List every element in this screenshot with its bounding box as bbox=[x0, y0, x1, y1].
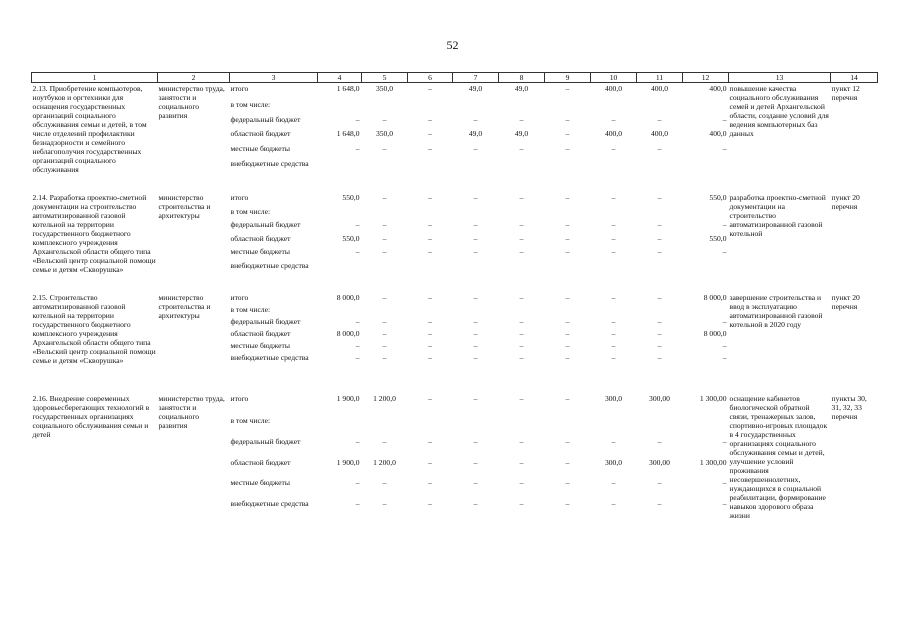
funding-source: в том числе: bbox=[230, 206, 271, 216]
column-number-9: 9 bbox=[545, 73, 591, 83]
funding-value: – bbox=[382, 233, 387, 243]
funding-value bbox=[499, 416, 545, 437]
funding-value: – bbox=[565, 247, 570, 257]
funding-value: – bbox=[722, 144, 727, 154]
funding-source: местные бюджеты bbox=[230, 144, 290, 154]
funding-value: 1 900,0 bbox=[336, 457, 360, 467]
funding-value: – bbox=[611, 247, 616, 257]
funding-value: – bbox=[657, 220, 662, 230]
expected-result: оснащение кабинетов биологической обратной связи, тренажерных залов, спортивно-игровых площадок в 4 государственных организациях социального обслуживания семьи и детей, улучшение условий проживания несовершеннолетних, нуждающихся в социальной реабилитации, формирование навыков здорового образа жизни bbox=[729, 394, 828, 520]
table-row bbox=[32, 83, 878, 100]
section-spacer bbox=[32, 365, 878, 393]
column-number-4: 4 bbox=[318, 73, 362, 83]
funding-source: итого bbox=[230, 84, 249, 93]
funding-value: – bbox=[722, 317, 727, 327]
funding-value: 49,0 bbox=[514, 84, 529, 93]
program-activities-table bbox=[31, 72, 878, 520]
funding-value: – bbox=[611, 341, 616, 351]
funding-value: – bbox=[611, 436, 616, 446]
funding-value: – bbox=[473, 457, 478, 467]
funding-value: – bbox=[519, 436, 524, 446]
list-reference: пункты 30, 31, 32, 33 перечня bbox=[831, 394, 867, 421]
funding-value: – bbox=[657, 329, 662, 339]
funding-value: – bbox=[355, 317, 360, 327]
funding-value: – bbox=[519, 457, 524, 467]
funding-value: – bbox=[519, 478, 524, 488]
funding-value: – bbox=[473, 499, 478, 509]
funding-value: – bbox=[565, 394, 570, 403]
funding-value bbox=[591, 207, 637, 220]
funding-value: – bbox=[428, 247, 432, 257]
funding-value bbox=[318, 159, 362, 174]
responsible-executor: министерство труда, занятости и социального развития bbox=[158, 84, 225, 120]
funding-value: 1 900,0 bbox=[336, 394, 360, 403]
funding-value: 400,0 bbox=[709, 129, 727, 139]
list-reference: пункт 12 перечня bbox=[831, 84, 860, 102]
funding-value: 8 000,0 bbox=[336, 293, 360, 302]
funding-source: федеральный бюджет bbox=[230, 114, 301, 124]
funding-value: 300,0 bbox=[604, 457, 623, 467]
funding-value: – bbox=[355, 114, 360, 124]
funding-value bbox=[362, 207, 408, 220]
funding-value: – bbox=[565, 293, 570, 302]
funding-value: 49,0 bbox=[468, 84, 483, 93]
list-reference: пункт 20 перечня bbox=[831, 193, 860, 211]
funding-value: – bbox=[355, 144, 360, 154]
column-number-13: 13 bbox=[729, 73, 831, 83]
funding-value: – bbox=[565, 329, 570, 339]
activity-name: 2.13. Приобретение компьютеров, ноутбуков и оргтехники для оснащения государственных организаций социального обслуживания семьи и детей, в том числе отделений профилактики безнадзорности и семейного неблагополучия государственных организаций социального обслуживания bbox=[32, 84, 147, 174]
funding-value: – bbox=[722, 353, 727, 363]
table-row bbox=[32, 192, 878, 207]
activity-name: 2.15. Строительство автоматизированной газовой котельной на территории государственного бюджетного комплексного учреждения Архангельской области общего типа «Вельский центр социальной помощи семье и детям «Скворушка» bbox=[32, 293, 156, 365]
funding-value: 1 200,0 bbox=[373, 394, 396, 403]
funding-value: – bbox=[657, 247, 662, 257]
funding-value: – bbox=[565, 341, 570, 351]
funding-value: – bbox=[657, 114, 662, 124]
responsible-executor: министерство строительства и архитектуры bbox=[158, 193, 211, 220]
funding-value bbox=[453, 100, 499, 115]
funding-value bbox=[362, 159, 408, 174]
funding-value: – bbox=[722, 478, 727, 488]
funding-value: – bbox=[382, 114, 387, 124]
funding-value bbox=[591, 100, 637, 115]
funding-value: – bbox=[722, 436, 727, 446]
funding-value: – bbox=[657, 293, 662, 302]
funding-value: – bbox=[611, 144, 616, 154]
funding-value: 1 300,00 bbox=[699, 457, 727, 467]
funding-value bbox=[683, 100, 729, 115]
funding-value bbox=[318, 207, 362, 220]
funding-value: – bbox=[382, 499, 387, 509]
funding-value: 400,0 bbox=[650, 129, 669, 139]
funding-source: внебюджетные средства bbox=[230, 353, 309, 363]
funding-value: 350,0 bbox=[375, 129, 394, 139]
funding-value bbox=[637, 261, 683, 274]
funding-value: – bbox=[611, 220, 616, 230]
funding-value: 400,0 bbox=[650, 84, 669, 93]
funding-value: – bbox=[657, 341, 662, 351]
funding-value: – bbox=[428, 436, 432, 446]
funding-value: – bbox=[473, 329, 478, 339]
funding-value bbox=[499, 261, 545, 274]
funding-value: – bbox=[428, 144, 432, 154]
funding-value: – bbox=[657, 233, 662, 243]
activity-name: 2.14. Разработка проектно-сметной документации на строительство автоматизированной газовой котельной на территории государственного бюджетного комплексного учреждения Архангельской области общего типа «Вельский центр социальной помощи семье и детям «Скворушка» bbox=[32, 193, 156, 274]
funding-value: – bbox=[473, 247, 478, 257]
funding-value: – bbox=[473, 317, 478, 327]
funding-value: 49,0 bbox=[514, 129, 529, 139]
funding-value bbox=[408, 305, 453, 317]
funding-value bbox=[545, 261, 591, 274]
expected-result: повышение качества социального обслуживания семей и детей Архангельской области, создание условий для ведения компьютерных баз данных bbox=[729, 84, 829, 138]
funding-value: – bbox=[473, 144, 478, 154]
funding-value bbox=[591, 261, 637, 274]
funding-value: – bbox=[611, 317, 616, 327]
funding-value: 49,0 bbox=[468, 129, 483, 139]
funding-value: – bbox=[382, 144, 387, 154]
funding-value bbox=[545, 100, 591, 115]
funding-value: – bbox=[722, 499, 727, 509]
funding-value bbox=[545, 416, 591, 437]
funding-value bbox=[637, 416, 683, 437]
funding-source: федеральный бюджет bbox=[230, 436, 301, 446]
funding-value bbox=[453, 159, 499, 174]
funding-value: – bbox=[519, 220, 524, 230]
funding-source: областной бюджет bbox=[230, 329, 291, 339]
funding-value: – bbox=[611, 193, 616, 202]
funding-value: – bbox=[722, 247, 727, 257]
funding-value: – bbox=[565, 84, 570, 93]
funding-value: – bbox=[355, 499, 360, 509]
funding-value: – bbox=[611, 499, 616, 509]
funding-value: – bbox=[722, 220, 727, 230]
funding-value bbox=[637, 305, 683, 317]
funding-value: 400,0 bbox=[604, 84, 623, 93]
funding-value: – bbox=[473, 478, 478, 488]
expected-result: завершение строительства и ввод в эксплуатацию автоматизированной газовой котельной в 2020 году bbox=[729, 293, 823, 329]
funding-value: – bbox=[565, 114, 570, 124]
funding-value bbox=[362, 100, 408, 115]
funding-source: итого bbox=[230, 394, 249, 403]
expected-result: разработка проектно-сметной документации на строительство автоматизированной газовой котельной bbox=[729, 193, 826, 238]
column-number-8: 8 bbox=[499, 73, 545, 83]
funding-value: – bbox=[382, 353, 387, 363]
funding-value: – bbox=[657, 353, 662, 363]
funding-value: – bbox=[565, 317, 570, 327]
column-number-11: 11 bbox=[637, 73, 683, 83]
funding-value bbox=[318, 416, 362, 437]
funding-value bbox=[362, 261, 408, 274]
funding-value: 300,0 bbox=[604, 394, 623, 403]
funding-source: внебюджетные средства bbox=[230, 499, 309, 509]
funding-value bbox=[453, 261, 499, 274]
funding-value: – bbox=[473, 114, 478, 124]
funding-value: – bbox=[519, 247, 524, 257]
funding-source: федеральный бюджет bbox=[230, 317, 301, 327]
funding-value: – bbox=[473, 436, 478, 446]
funding-value: – bbox=[657, 436, 662, 446]
funding-source: областной бюджет bbox=[230, 129, 291, 139]
funding-value: – bbox=[519, 193, 524, 202]
column-number-2: 2 bbox=[158, 73, 230, 83]
funding-value: – bbox=[428, 293, 432, 302]
funding-value: – bbox=[565, 436, 570, 446]
funding-source: местные бюджеты bbox=[230, 478, 290, 488]
funding-value: – bbox=[519, 233, 524, 243]
funding-value: – bbox=[657, 317, 662, 327]
funding-value: – bbox=[657, 478, 662, 488]
funding-value bbox=[408, 416, 453, 437]
funding-value: – bbox=[428, 478, 432, 488]
funding-value bbox=[362, 416, 408, 437]
funding-value: – bbox=[519, 317, 524, 327]
funding-value: 1 648,0 bbox=[336, 129, 360, 139]
column-number-5: 5 bbox=[362, 73, 408, 83]
funding-value: – bbox=[428, 329, 432, 339]
funding-source: федеральный бюджет bbox=[230, 220, 301, 230]
funding-value: – bbox=[611, 353, 616, 363]
funding-value: 550,0 bbox=[709, 233, 727, 243]
funding-value: – bbox=[722, 114, 727, 124]
funding-value: – bbox=[519, 114, 524, 124]
funding-value bbox=[408, 100, 453, 115]
funding-value: – bbox=[565, 499, 570, 509]
funding-value: – bbox=[519, 499, 524, 509]
funding-source: местные бюджеты bbox=[230, 341, 290, 351]
funding-value: 8 000,0 bbox=[703, 293, 727, 302]
funding-value: – bbox=[565, 233, 570, 243]
funding-value: – bbox=[428, 233, 432, 243]
funding-value: – bbox=[473, 233, 478, 243]
funding-value: – bbox=[382, 220, 387, 230]
funding-value bbox=[683, 416, 729, 437]
funding-source: итого bbox=[230, 193, 249, 202]
funding-value bbox=[453, 305, 499, 317]
funding-value: – bbox=[382, 329, 387, 339]
funding-value: – bbox=[355, 353, 360, 363]
funding-value bbox=[318, 261, 362, 274]
funding-value: – bbox=[473, 353, 478, 363]
funding-value bbox=[683, 207, 729, 220]
funding-value: – bbox=[565, 129, 570, 139]
funding-value: – bbox=[382, 341, 387, 351]
funding-value bbox=[499, 159, 545, 174]
funding-value: – bbox=[519, 341, 524, 351]
funding-value: – bbox=[565, 220, 570, 230]
funding-value: – bbox=[565, 353, 570, 363]
funding-value: – bbox=[473, 394, 478, 403]
funding-value: – bbox=[355, 436, 360, 446]
funding-value: 1 200,0 bbox=[373, 457, 396, 467]
responsible-executor: министерство строительства и архитектуры bbox=[158, 293, 211, 320]
funding-value: – bbox=[722, 341, 727, 351]
funding-value: – bbox=[355, 478, 360, 488]
funding-value: – bbox=[382, 193, 387, 202]
funding-value bbox=[499, 100, 545, 115]
funding-value: – bbox=[611, 329, 616, 339]
funding-value bbox=[637, 207, 683, 220]
funding-value: – bbox=[657, 144, 662, 154]
funding-value: – bbox=[382, 478, 387, 488]
column-numbers-row bbox=[32, 73, 878, 83]
page-number: 52 bbox=[446, 38, 459, 52]
funding-value bbox=[637, 159, 683, 174]
funding-value: – bbox=[428, 341, 432, 351]
funding-value: – bbox=[428, 353, 432, 363]
funding-value bbox=[591, 305, 637, 317]
funding-value: – bbox=[519, 394, 524, 403]
funding-value: 550,0 bbox=[342, 193, 360, 202]
funding-value: – bbox=[473, 341, 478, 351]
funding-value: – bbox=[473, 293, 478, 302]
funding-source: в том числе: bbox=[230, 416, 271, 426]
funding-value: – bbox=[355, 341, 360, 351]
funding-value bbox=[683, 305, 729, 317]
funding-value bbox=[683, 159, 729, 174]
funding-value bbox=[545, 159, 591, 174]
funding-value: 300,00 bbox=[649, 394, 670, 403]
funding-value: – bbox=[428, 114, 432, 124]
funding-value bbox=[499, 207, 545, 220]
funding-value: – bbox=[657, 193, 662, 202]
funding-value: – bbox=[519, 329, 524, 339]
funding-value: – bbox=[657, 499, 662, 509]
funding-value bbox=[318, 100, 362, 115]
funding-value bbox=[591, 416, 637, 437]
funding-value bbox=[545, 207, 591, 220]
funding-source: внебюджетные средства bbox=[230, 260, 309, 270]
funding-value bbox=[318, 305, 362, 317]
column-number-6: 6 bbox=[408, 73, 453, 83]
funding-value: – bbox=[565, 478, 570, 488]
table-row bbox=[32, 292, 878, 305]
funding-value: – bbox=[355, 247, 360, 257]
funding-value: – bbox=[611, 478, 616, 488]
column-number-3: 3 bbox=[230, 73, 318, 83]
funding-value: 8 000,0 bbox=[703, 329, 727, 339]
funding-value bbox=[591, 159, 637, 174]
list-reference: пункт 20 перечня bbox=[831, 293, 860, 311]
funding-value bbox=[545, 305, 591, 317]
funding-value bbox=[408, 261, 453, 274]
funding-value: – bbox=[611, 233, 616, 243]
funding-value bbox=[453, 416, 499, 437]
funding-value: 300,00 bbox=[649, 457, 670, 467]
funding-source: областной бюджет bbox=[230, 457, 291, 467]
activity-name: 2.16. Внедрение современных здоровьесберегающих технологий в государственных организациях социального обслуживания семьи и детей bbox=[32, 394, 150, 439]
funding-value: – bbox=[428, 499, 432, 509]
funding-value: – bbox=[519, 353, 524, 363]
funding-value: – bbox=[382, 293, 387, 302]
funding-source: внебюджетные средства bbox=[230, 159, 309, 169]
funding-value: – bbox=[565, 193, 570, 202]
column-number-12: 12 bbox=[683, 73, 729, 83]
funding-value: – bbox=[519, 144, 524, 154]
funding-value bbox=[453, 207, 499, 220]
funding-value: – bbox=[519, 293, 524, 302]
funding-value: – bbox=[611, 293, 616, 302]
column-number-14: 14 bbox=[831, 73, 878, 83]
funding-value: – bbox=[611, 114, 616, 124]
funding-value: – bbox=[473, 193, 478, 202]
funding-value bbox=[362, 305, 408, 317]
funding-value: – bbox=[428, 394, 432, 403]
funding-value: – bbox=[473, 220, 478, 230]
funding-source: областной бюджет bbox=[230, 233, 291, 243]
funding-value: 350,0 bbox=[375, 84, 394, 93]
funding-value: 400,0 bbox=[709, 84, 727, 93]
funding-value: – bbox=[428, 220, 432, 230]
funding-value: – bbox=[382, 317, 387, 327]
column-number-10: 10 bbox=[591, 73, 637, 83]
funding-value: – bbox=[428, 193, 432, 202]
funding-value: – bbox=[382, 436, 387, 446]
funding-value bbox=[637, 100, 683, 115]
funding-source: итого bbox=[230, 293, 249, 302]
funding-value bbox=[683, 261, 729, 274]
column-number-1: 1 bbox=[32, 73, 158, 83]
funding-value: – bbox=[565, 144, 570, 154]
funding-value: – bbox=[428, 317, 432, 327]
funding-value: – bbox=[355, 220, 360, 230]
funding-value bbox=[408, 159, 453, 174]
funding-value bbox=[499, 305, 545, 317]
funding-value: – bbox=[428, 129, 432, 139]
funding-value: 1 648,0 bbox=[336, 84, 360, 93]
funding-source: местные бюджеты bbox=[230, 247, 290, 257]
funding-value: 550,0 bbox=[342, 233, 360, 243]
funding-value: 1 300,00 bbox=[699, 394, 727, 403]
section-spacer bbox=[32, 174, 878, 192]
funding-value: – bbox=[382, 247, 387, 257]
section-spacer bbox=[32, 274, 878, 292]
funding-source: в том числе: bbox=[230, 305, 271, 315]
table-row bbox=[32, 393, 878, 416]
funding-value: 400,0 bbox=[604, 129, 623, 139]
funding-value: 550,0 bbox=[709, 193, 727, 202]
funding-value: 8 000,0 bbox=[336, 329, 360, 339]
funding-value: – bbox=[565, 457, 570, 467]
funding-value bbox=[408, 207, 453, 220]
column-number-7: 7 bbox=[453, 73, 499, 83]
funding-source: в том числе: bbox=[230, 99, 271, 109]
funding-value: – bbox=[428, 457, 432, 467]
funding-value: – bbox=[428, 84, 432, 93]
responsible-executor: министерство труда, занятости и социального развития bbox=[158, 394, 225, 430]
